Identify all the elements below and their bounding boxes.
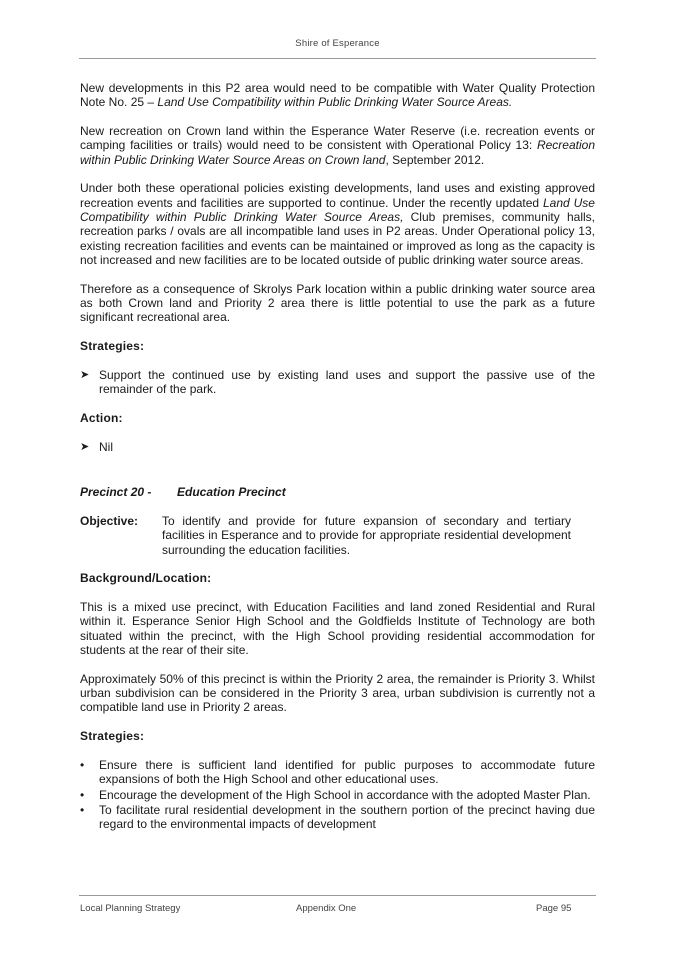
list-item-text: To facilitate rural residential development in the southern portion of the precinct having due regard to the environmental impacts of development bbox=[99, 802, 595, 832]
objective-text: To identify and provide for future expansion of secondary and tertiary facilities in Esperance and to provide for appropriate residential development surrounding the education facilities. bbox=[162, 513, 571, 557]
bullet-dot-icon: • bbox=[80, 758, 85, 772]
p2-text-end: , September 2012. bbox=[385, 152, 485, 167]
strategy-text: Support the continued use by existing land uses and support the passive use of the remainder of the park. bbox=[99, 367, 595, 397]
header-divider bbox=[79, 58, 596, 59]
paragraph-operational-policies bbox=[80, 181, 595, 267]
list-item bbox=[80, 788, 595, 802]
paragraph-crown-recreation bbox=[80, 124, 595, 167]
precinct-title bbox=[80, 485, 595, 499]
page-body bbox=[80, 81, 595, 832]
arrow-bullet-icon: ➤ bbox=[80, 368, 90, 381]
paragraph-p2-compatibility bbox=[80, 81, 595, 110]
objective-label: Objective: bbox=[80, 513, 139, 528]
p2-italic: Recreation within Public Drinking Water Source Areas on Crown land bbox=[80, 138, 595, 167]
strategies-heading: Strategies: bbox=[80, 729, 145, 744]
p1-italic: Land Use Compatibility within Public Drinking Water Source Areas. bbox=[157, 95, 513, 110]
strategies-heading: Strategies: bbox=[80, 339, 145, 354]
arrow-bullet-icon: ➤ bbox=[80, 440, 90, 453]
action-heading: Action: bbox=[80, 411, 123, 426]
precinct-number: Precinct 20 - bbox=[80, 485, 152, 500]
bullet-dot-icon: • bbox=[80, 802, 85, 817]
p3-text-end: Club premises, community halls, recreation parks / ovals are all incompatible land uses in P2 areas. Under Operational policy 13, existing recreation facilities and events can be maintained or improved as long as the capacity is not increased and new facilities are to be located outside of public drinking water source areas. bbox=[80, 210, 595, 267]
action-item bbox=[80, 440, 595, 454]
strategy-item bbox=[80, 368, 595, 397]
list-item bbox=[80, 803, 595, 832]
footer-document-title: Local Planning Strategy bbox=[80, 903, 181, 914]
paragraph-skrolys-park: Therefore as a consequence of Skrolys Park location within a public drinking water source area as both Crown land and Priority 2 area there is little potential to use the park as a future significant recreational area. bbox=[80, 281, 595, 325]
paragraph-mixed-use: This is a mixed use precinct, with Education Facilities and land zoned Residential and Rural within it. Esperance Senior High School and the Goldfields Institute of Technology are both situated within the precinct, with the High School providing residential accommodation for students at the rear of their site. bbox=[80, 600, 595, 658]
p3-italic: Land Use Compatibility within Public Drinking Water Source Areas, bbox=[80, 195, 595, 225]
bullet-dot-icon: • bbox=[80, 787, 85, 802]
page-header: Shire of Esperance bbox=[295, 38, 380, 49]
strategies-list bbox=[80, 758, 595, 831]
precinct-name: Education Precinct bbox=[177, 485, 286, 500]
footer-appendix: Appendix One bbox=[296, 903, 357, 914]
p1-text: New developments in this P2 area would need to be compatible with Water Quality Protection Note No. 25 – bbox=[80, 81, 595, 110]
footer-divider bbox=[79, 895, 596, 896]
paragraph-priority-areas: Approximately 50% of this precinct is within the Priority 2 area, the remainder is Priority 3. Whilst urban subdivision can be considered in the Priority 3 area, urban subdivision is currently not a compatible land use in Priority 2 areas. bbox=[80, 671, 595, 715]
list-item-text: Encourage the development of the High School in accordance with the adopted Master Plan. bbox=[99, 787, 591, 802]
background-heading: Background/Location: bbox=[80, 571, 212, 586]
p3-text: Under both these operational policies existing developments, land uses and existing approved recreation events and facilities are supported to continue. Under the recently updated bbox=[80, 181, 595, 210]
p2-text: New recreation on Crown land within the Esperance Water Reserve (i.e. recreation events or camping facilities or trails) would need to be consistent with Operational Policy 13: bbox=[80, 124, 595, 153]
action-text: Nil bbox=[99, 439, 113, 454]
list-item-text: Ensure there is sufficient land identified for public purposes to accommodate future expansions of both the High School and other educational uses. bbox=[99, 758, 595, 787]
objective-block bbox=[80, 514, 595, 557]
list-item bbox=[80, 758, 595, 787]
footer-page-number: Page 95 bbox=[536, 903, 572, 914]
